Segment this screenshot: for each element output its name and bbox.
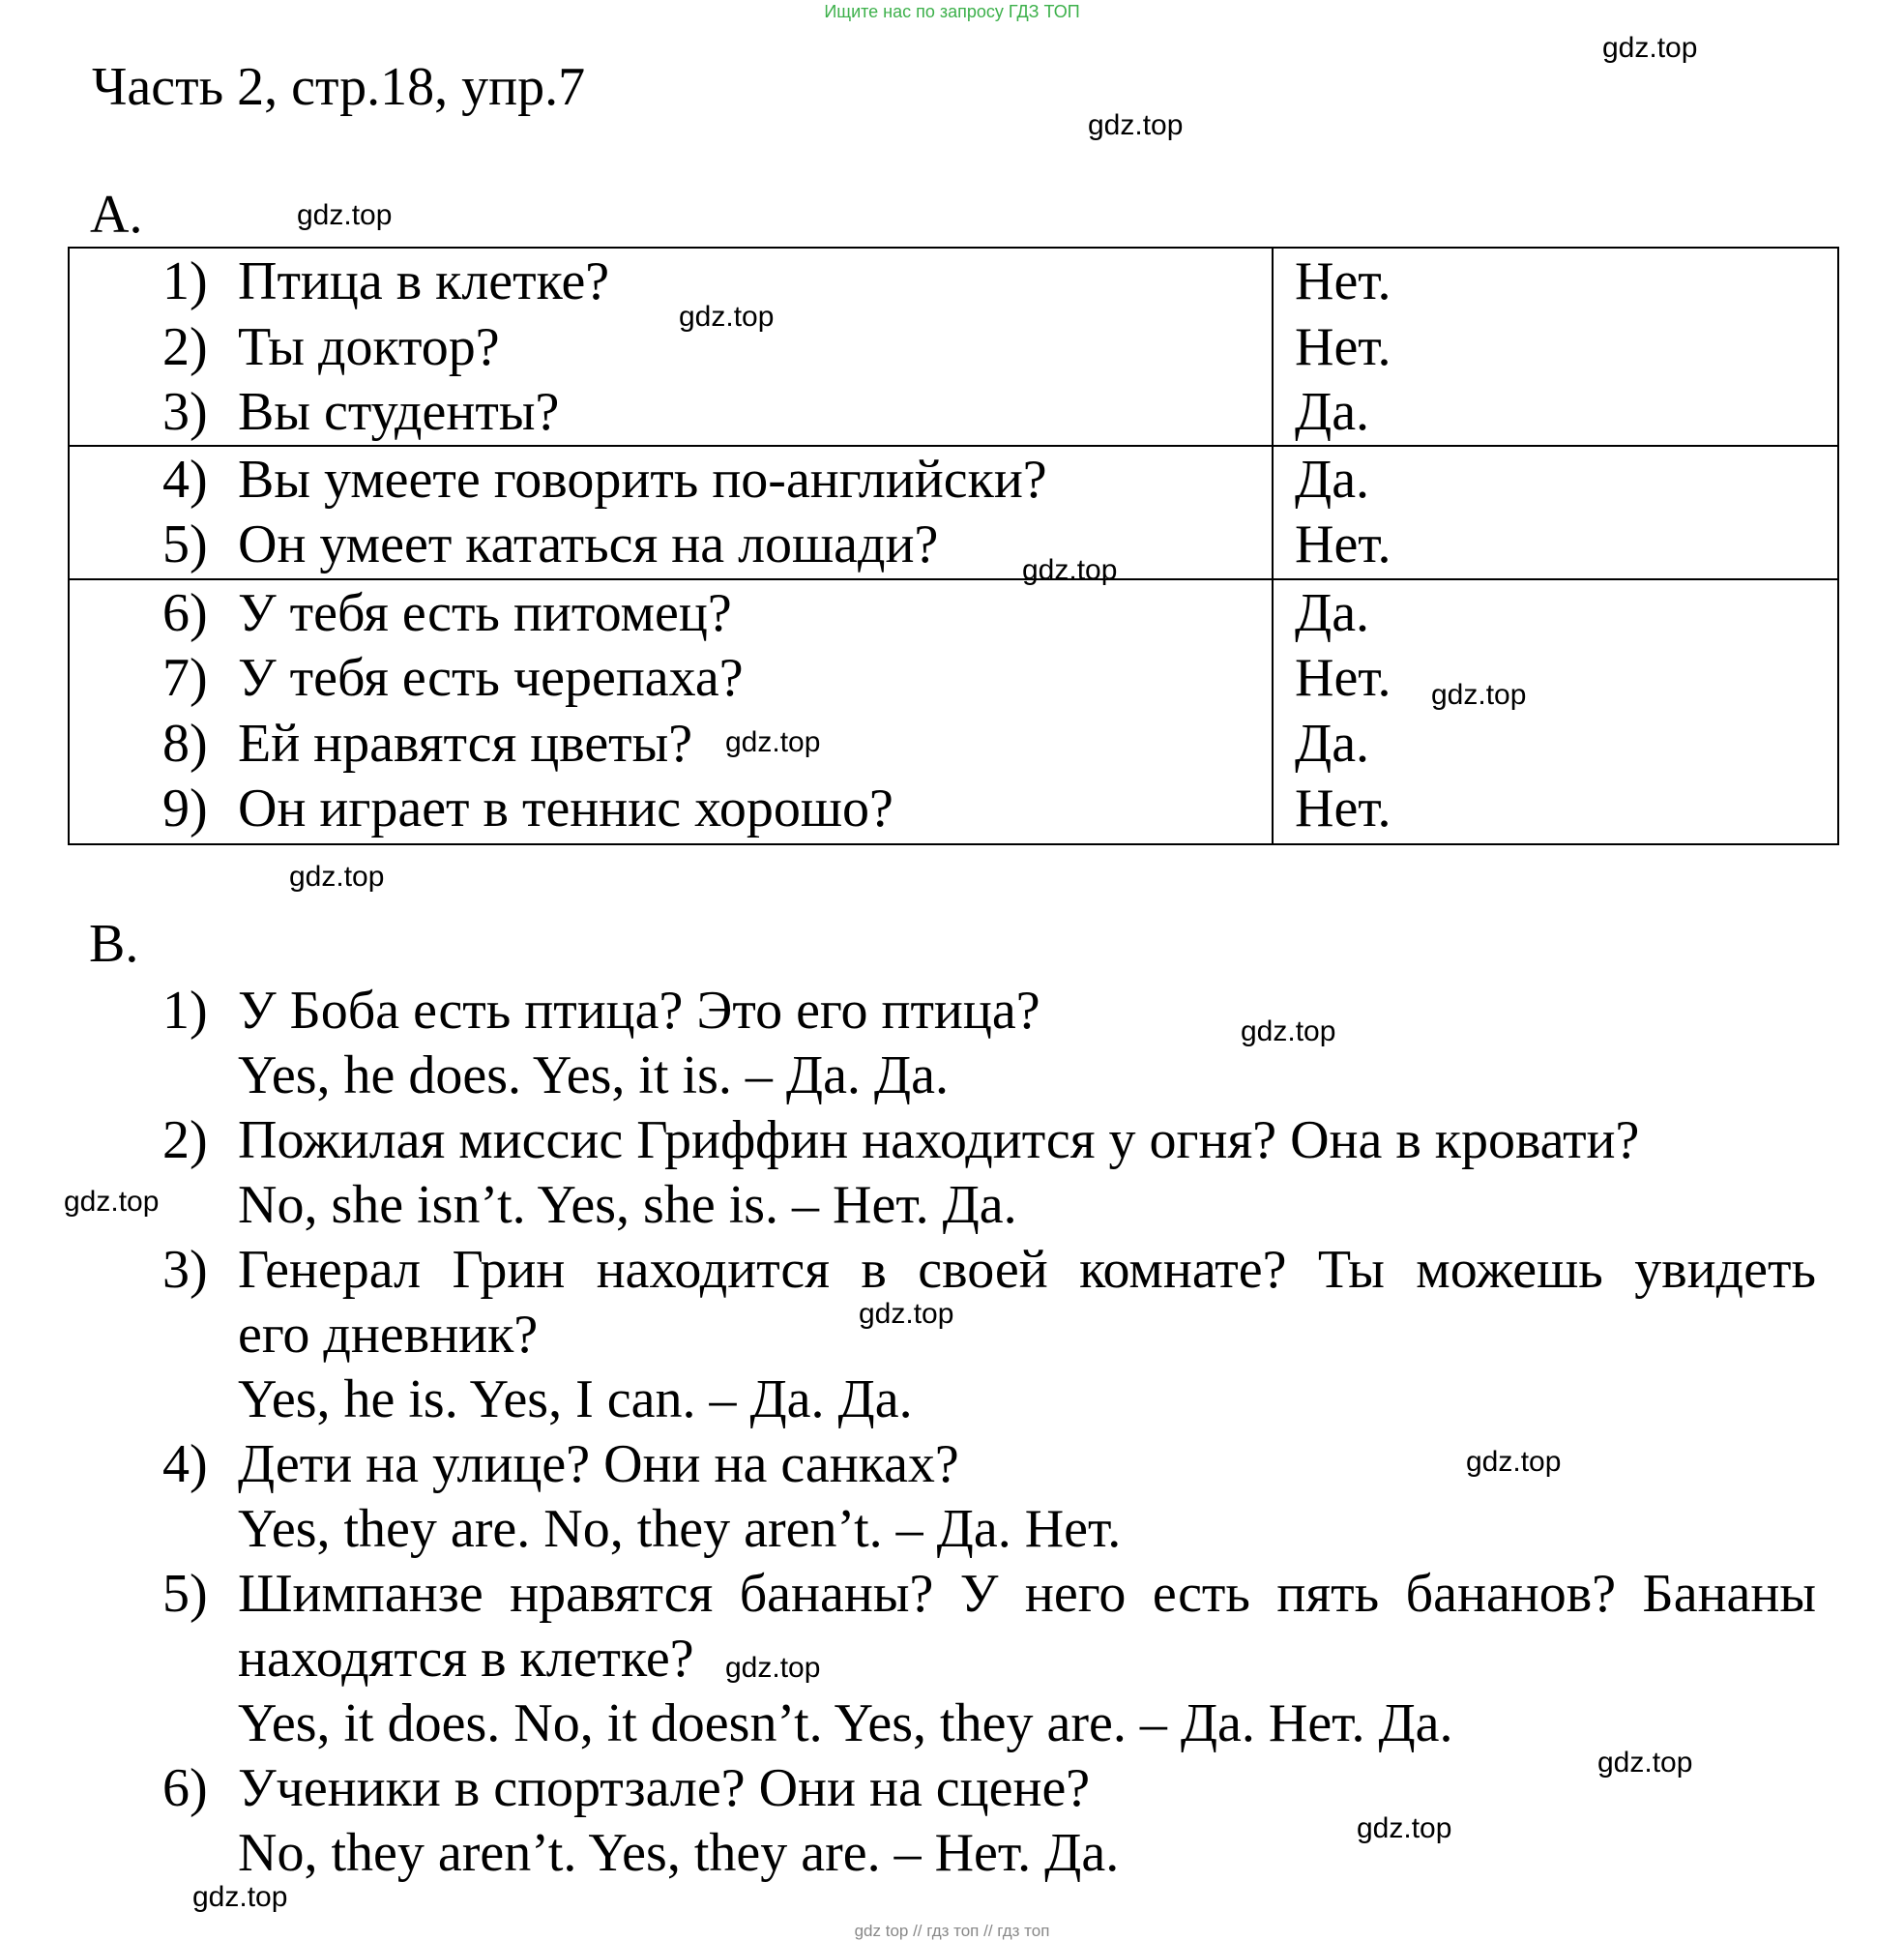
question-text: У Боба есть птица? Это его птица? xyxy=(238,981,1040,1041)
b-answer-line xyxy=(0,1173,1904,1238)
question-text: Ей нравятся цветы? xyxy=(238,713,693,774)
page-title: Часть 2, стр.18, упр.7 xyxy=(92,57,586,117)
table-group-3 xyxy=(69,579,1838,844)
question-number: 6) xyxy=(162,582,208,643)
answer: Нет. xyxy=(1295,316,1391,377)
answer: Да. xyxy=(1295,382,1370,442)
question-line xyxy=(70,314,1272,380)
answer: Да. xyxy=(1295,713,1370,774)
question-text: Генерал Грин находится в своей комнате? Ты можешь увидеть xyxy=(238,1240,1816,1300)
watermark: gdz.top xyxy=(1088,109,1184,141)
b-question-line xyxy=(0,1432,1904,1497)
watermark: gdz.top xyxy=(297,199,393,231)
watermark: gdz.top xyxy=(1602,32,1698,64)
question-number: 5) xyxy=(162,515,208,574)
question-text: Пожилая миссис Гриффин находится у огня? Она в кровати? xyxy=(238,1110,1640,1170)
question-line xyxy=(70,447,1272,513)
watermark: gdz.top xyxy=(1022,554,1118,586)
question-line xyxy=(70,645,1272,711)
answer: Да. xyxy=(1295,582,1370,643)
question-text: Он умеет кататься на лошади? xyxy=(238,515,939,574)
question-number: 2) xyxy=(162,316,208,377)
question-number: 1) xyxy=(162,251,208,311)
question-text: Вы умеете говорить по-английски? xyxy=(238,449,1047,510)
question-text: Вы студенты? xyxy=(238,382,560,442)
b-answer-line xyxy=(0,1368,1904,1432)
section-a-table xyxy=(68,247,1839,845)
question-line xyxy=(70,711,1272,777)
question-text: Птица в клетке? xyxy=(238,251,610,311)
answer: Нет. xyxy=(1295,779,1391,838)
b-question-line xyxy=(0,979,1904,1044)
question-text: У тебя есть черепаха? xyxy=(238,648,744,708)
questions-cell xyxy=(69,248,1273,446)
watermark: gdz.top xyxy=(679,301,775,333)
answer: Нет. xyxy=(1295,648,1391,708)
watermark: gdz.top xyxy=(1357,1812,1452,1844)
question-number: 2) xyxy=(162,1110,208,1170)
question-number: 6) xyxy=(162,1758,208,1818)
answers-cell xyxy=(1273,248,1838,446)
watermark: gdz.top xyxy=(859,1298,954,1330)
watermark: gdz.top xyxy=(1431,679,1527,711)
table-group-1 xyxy=(69,248,1838,446)
question-text: Шимпанзе нравятся бананы? У него есть пять бананов? Бананы xyxy=(238,1564,1816,1624)
b-question-line xyxy=(0,1562,1904,1627)
question-line xyxy=(70,776,1272,841)
watermark: gdz.top xyxy=(64,1186,160,1218)
answer: Нет. xyxy=(1295,251,1391,311)
question-number: 4) xyxy=(162,1434,208,1494)
question-line xyxy=(70,580,1272,646)
watermark: gdz.top xyxy=(725,726,821,758)
watermark: gdz.top xyxy=(289,861,385,893)
question-number: 3) xyxy=(162,382,208,442)
b-answer-line xyxy=(0,1497,1904,1562)
question-number: 5) xyxy=(162,1564,208,1624)
answer: Нет. xyxy=(1295,515,1391,574)
watermark: gdz.top xyxy=(725,1652,821,1684)
question-number: 4) xyxy=(162,449,208,510)
answer: Да. xyxy=(1295,449,1370,510)
question-text: Ученики в спортзале? Они на сцене? xyxy=(238,1758,1091,1818)
b-question-line xyxy=(0,1627,1904,1691)
search-banner: Ищите нас по запросу ГДЗ ТОП xyxy=(824,2,1080,21)
answer-text: Yes, he is. Yes, I can. – Да. Да. xyxy=(238,1369,913,1429)
watermark: gdz.top xyxy=(1597,1747,1693,1779)
b-answer-line xyxy=(0,1044,1904,1108)
b-answer-line xyxy=(0,1821,1904,1886)
b-question-line xyxy=(0,1108,1904,1173)
question-number: 8) xyxy=(162,713,208,774)
watermark: gdz.top xyxy=(192,1881,288,1913)
answer-text: Yes, they are. No, they aren’t. – Да. Нет. xyxy=(238,1499,1122,1559)
section-a-label: A. xyxy=(90,185,143,245)
question-line xyxy=(70,379,1272,445)
question-number: 3) xyxy=(162,1240,208,1300)
question-text: Он играет в теннис хорошо? xyxy=(238,779,893,838)
question-text: Ты доктор? xyxy=(238,316,500,377)
section-b-label: B. xyxy=(89,914,139,974)
question-number: 7) xyxy=(162,648,208,708)
question-text: У тебя есть питомец? xyxy=(238,582,732,643)
answer-text: Yes, he does. Yes, it is. – Да. Да. xyxy=(238,1045,949,1105)
footer-banner: gdz top // гдз топ // гдз топ xyxy=(854,1922,1050,1940)
table-group-2 xyxy=(69,446,1838,579)
questions-cell xyxy=(69,579,1273,844)
question-number: 9) xyxy=(162,779,208,838)
question-line xyxy=(70,249,1272,314)
b-question-line xyxy=(0,1238,1904,1303)
answers-cell xyxy=(1273,579,1838,844)
watermark: gdz.top xyxy=(1241,1015,1336,1047)
answers-cell xyxy=(1273,446,1838,579)
answer-text: No, she isn’t. Yes, she is. – Нет. Да. xyxy=(238,1175,1017,1235)
question-text: его дневник? xyxy=(238,1305,539,1365)
question-text: Дети на улице? Они на санках? xyxy=(238,1434,959,1494)
question-text: находятся в клетке? xyxy=(238,1629,694,1689)
answer-text: No, they aren’t. Yes, they are. – Нет. Да. xyxy=(238,1823,1120,1883)
question-number: 1) xyxy=(162,981,208,1041)
answer-text: Yes, it does. No, it doesn’t. Yes, they are. – Да. Нет. Да. xyxy=(238,1693,1453,1753)
watermark: gdz.top xyxy=(1466,1446,1562,1478)
